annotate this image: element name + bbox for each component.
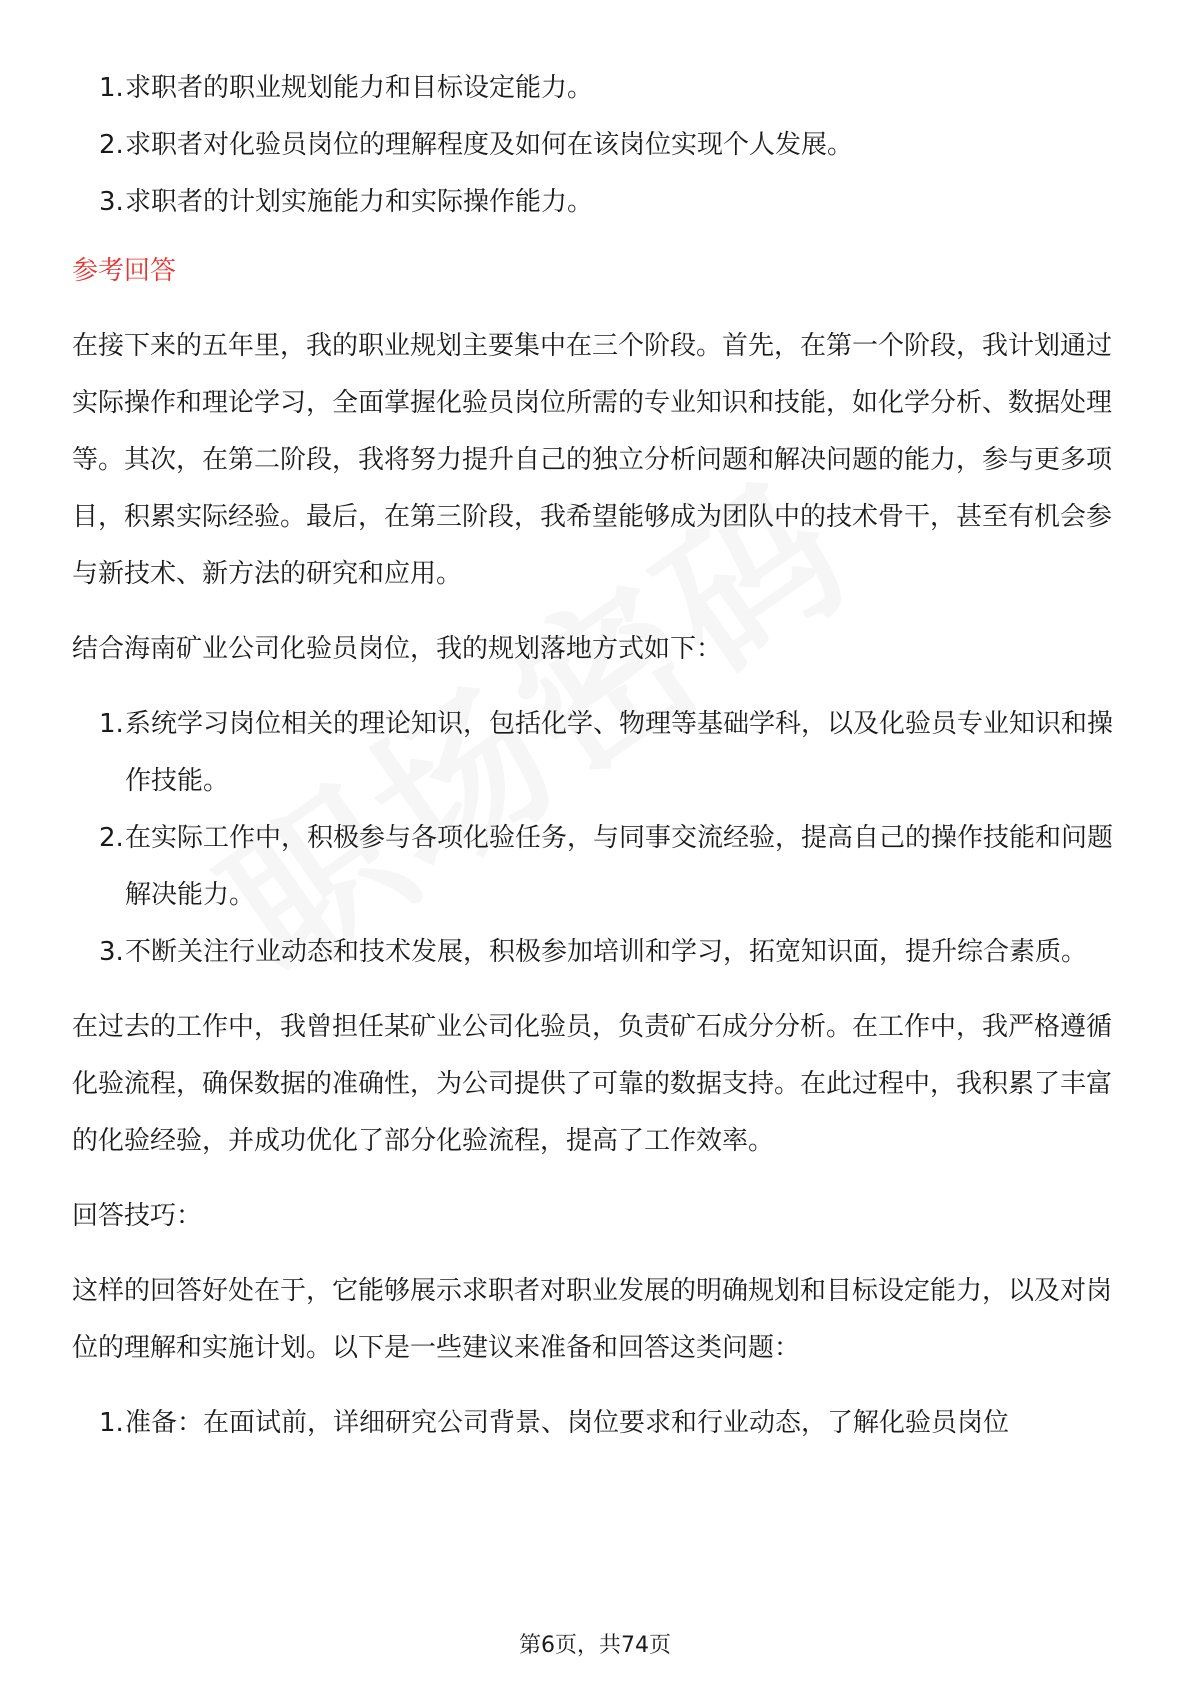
list-item-text: 系统学习岗位相关的理论知识，包括化学、物理等基础学科，以及化验员专业知识和操作技能。 (125, 709, 1114, 796)
section-heading-reference: 参考回答 (72, 256, 177, 286)
list-item (72, 1395, 1118, 1452)
evaluation-points-list (72, 60, 1118, 231)
list-item-number: 1. (99, 709, 124, 739)
tips-list (72, 1395, 1118, 1452)
paragraph: 回答技巧： (72, 1201, 203, 1231)
list-item-number: 2. (99, 130, 124, 160)
list-item-text: 求职者的计划实施能力和实际操作能力。 (125, 187, 594, 217)
paragraph: 在过去的工作中，我曾担任某矿业公司化验员，负责矿石成分分析。在工作中，我严格遵循化验流程，确保数据的准确性，为公司提供了可靠的数据支持。在此过程中，我积累了丰富的化验经验，并成功优化了部分化验流程，提高了工作效率。 (72, 1012, 1113, 1156)
list-item-number: 2. (99, 823, 124, 853)
paragraph: 结合海南矿业公司化验员岗位，我的规划落地方式如下： (72, 634, 723, 664)
list-item-text: 不断关注行业动态和技术发展，积极参加培训和学习，拓宽知识面，提升综合素质。 (125, 937, 1088, 967)
paragraph: 在接下来的五年里，我的职业规划主要集中在三个阶段。首先，在第一个阶段，我计划通过实际操作和理论学习，全面掌握化验员岗位所需的专业知识和技能，如化学分析、数据处理等。其次，在第二阶段，我将努力提升自己的独立分析问题和解决问题的能力，参与更多项目，积累实际经验。最后，在第三阶段，我希望能够成为团队中的技术骨干，甚至有机会参与新技术、新方法的研究和应用。 (72, 331, 1113, 589)
list-item-text: 在实际工作中，积极参与各项化验任务，与同事交流经验，提高自己的操作技能和问题解决能力。 (125, 823, 1114, 910)
list-item-text: 求职者对化验员岗位的理解程度及如何在该岗位实现个人发展。 (125, 130, 854, 160)
list-item-number: 1. (99, 73, 124, 103)
list-item-number: 3. (99, 937, 124, 967)
list-item (72, 696, 1118, 810)
list-item (72, 117, 1118, 174)
list-item (72, 810, 1118, 924)
plan-steps-list (72, 696, 1118, 981)
list-item (72, 60, 1118, 117)
page-footer: 第6页，共74页 (519, 1633, 671, 1658)
page-content (72, 60, 1118, 1452)
list-item (72, 924, 1118, 981)
list-item-number: 1. (99, 1408, 124, 1438)
list-item-number: 3. (99, 187, 124, 217)
paragraph: 这样的回答好处在于，它能够展示求职者对职业发展的明确规划和目标设定能力，以及对岗位的理解和实施计划。以下是一些建议来准备和回答这类问题： (72, 1276, 1113, 1363)
list-item-text: 准备：在面试前，详细研究公司背景、岗位要求和行业动态，了解化验员岗位 (125, 1408, 1010, 1438)
list-item (72, 174, 1118, 231)
list-item-text: 求职者的职业规划能力和目标设定能力。 (125, 73, 594, 103)
